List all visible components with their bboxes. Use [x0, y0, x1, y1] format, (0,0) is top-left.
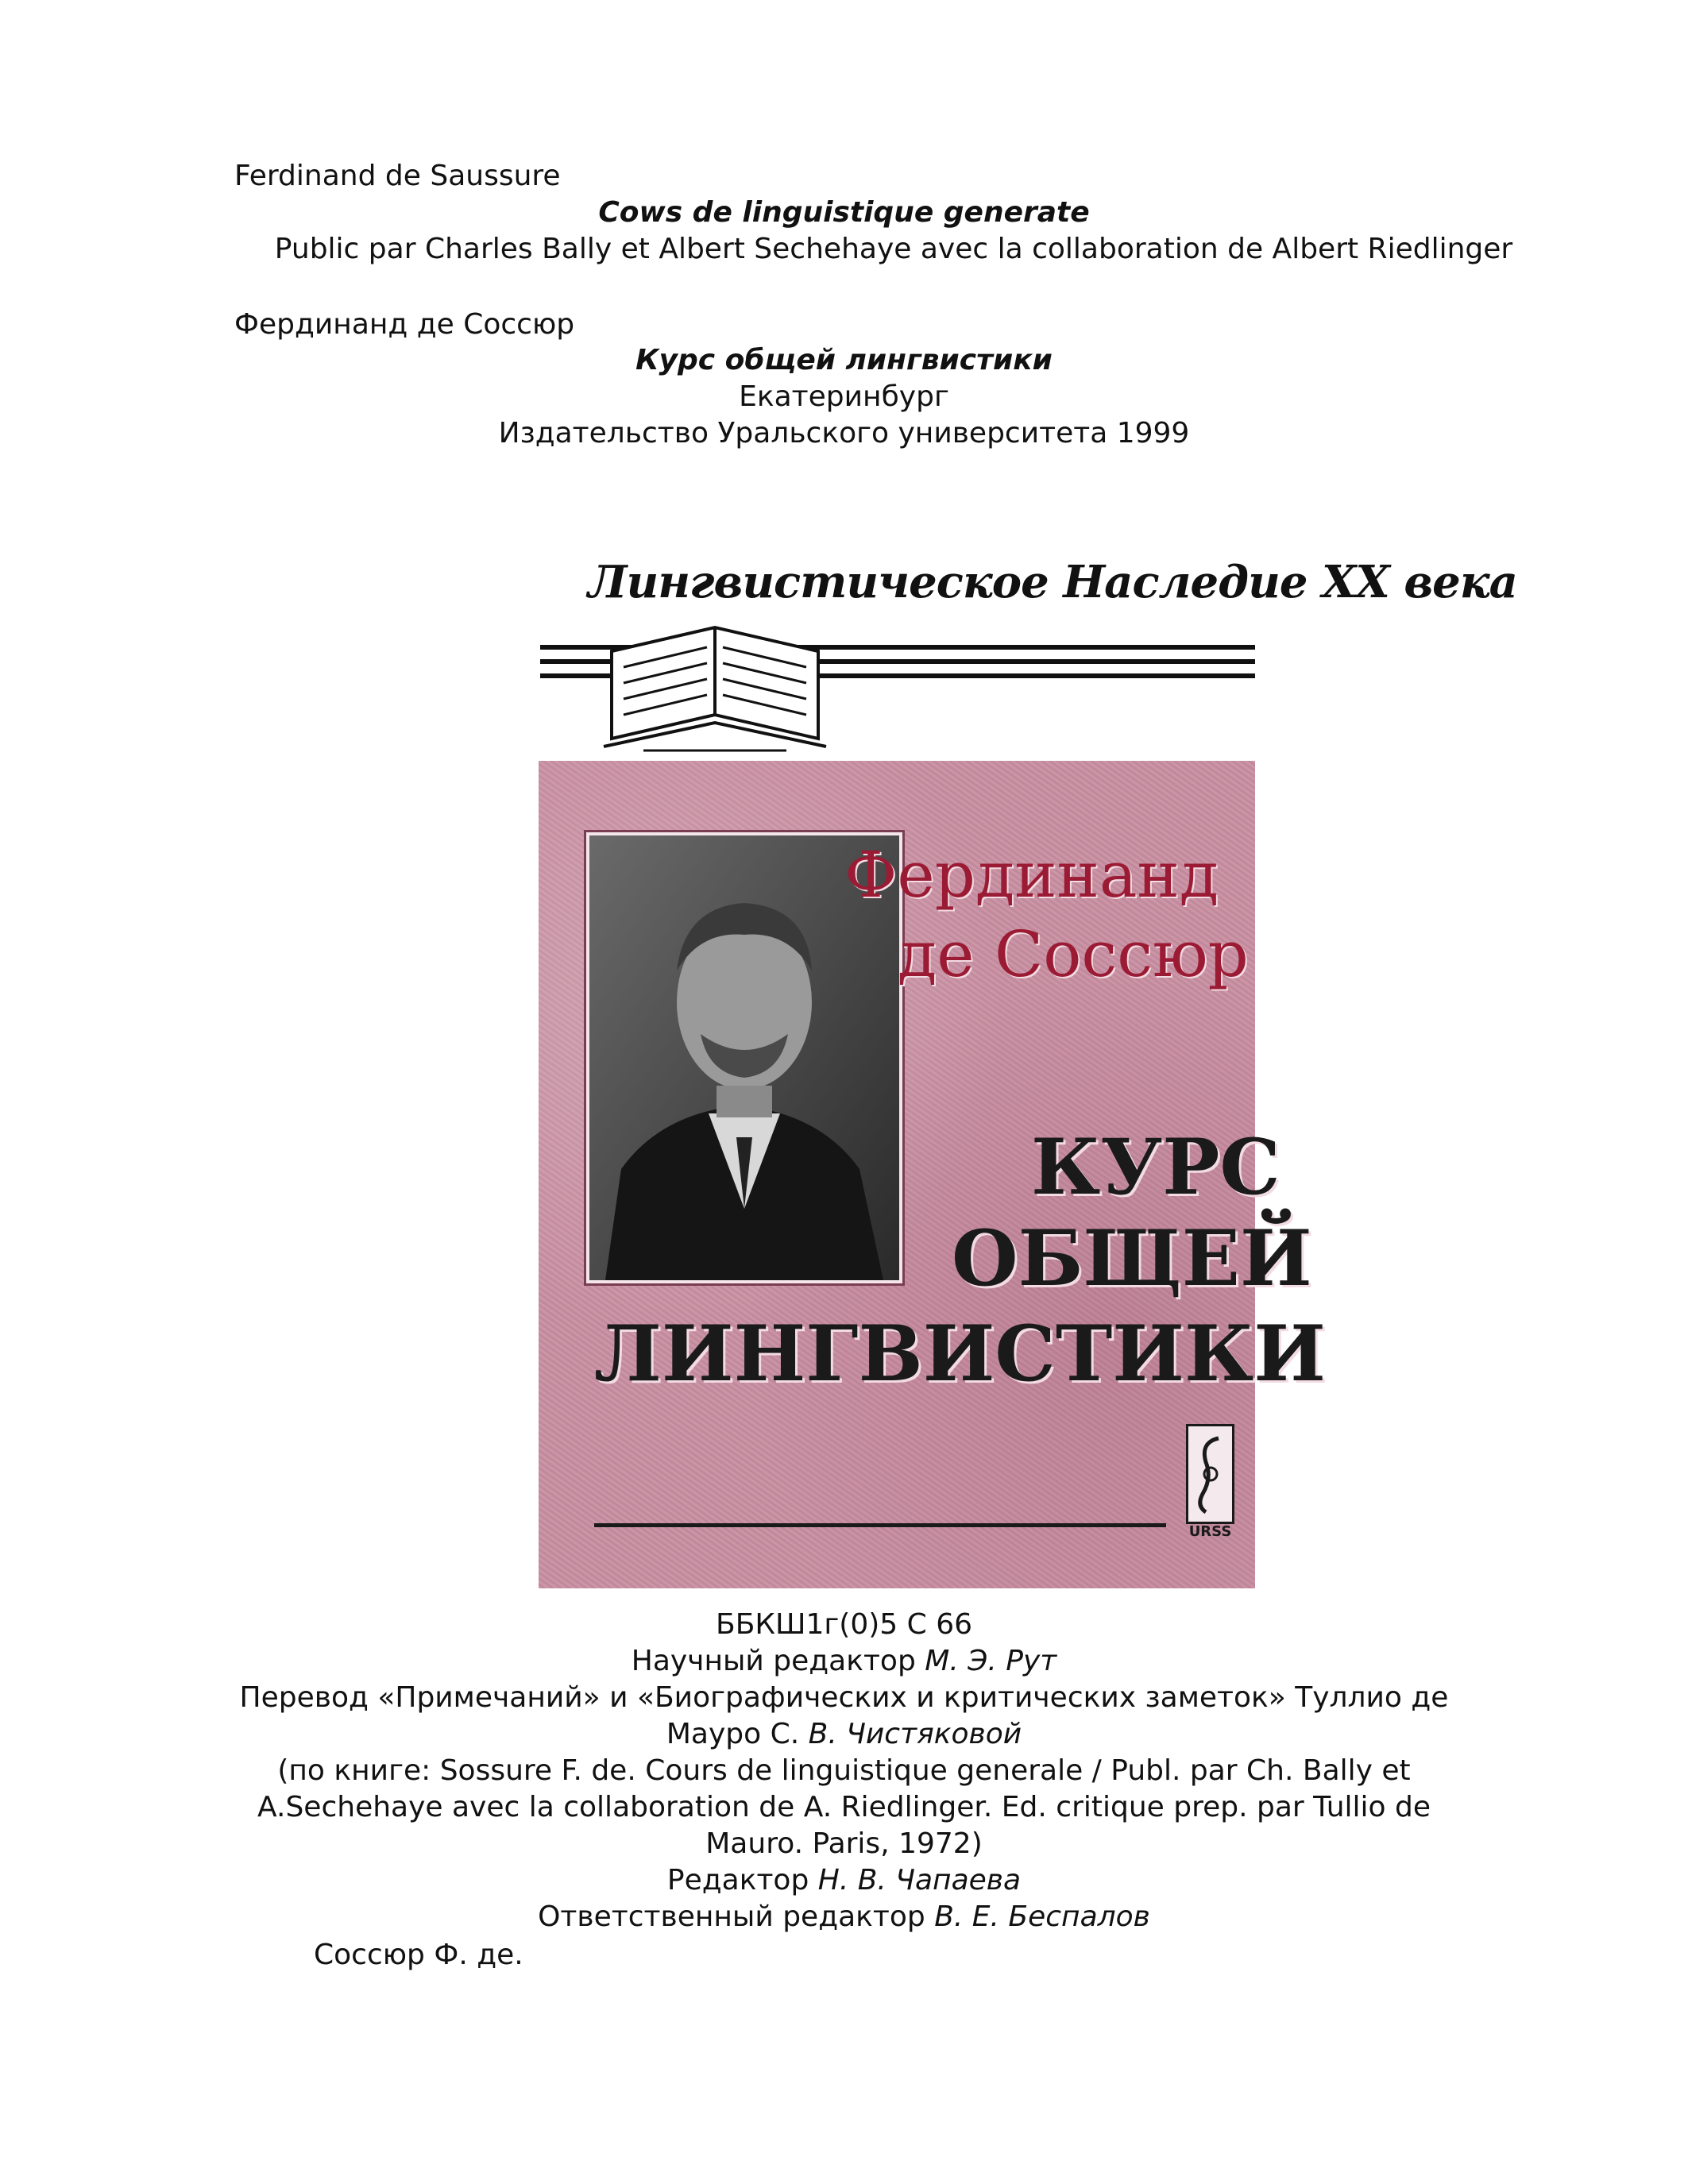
editor — [0, 1862, 1688, 1900]
bbk-code: ББКШ1г(0)5 С 66 — [716, 1608, 972, 1641]
cover-title-line1: КУРС — [1031, 1122, 1280, 1212]
publisher-russian: Издательство Уральского университета 1999 — [498, 417, 1190, 450]
responsible-editor — [0, 1898, 1688, 1936]
cover-title-line3: ЛИНГВИСТИКИ — [594, 1309, 1326, 1399]
title-french: Cows de linguistique generate — [598, 196, 1090, 229]
translation-line-2 — [0, 1715, 1688, 1754]
cover-author-first-name: Фердинанд — [844, 838, 1219, 912]
author-french: Ferdinand de Saussure — [234, 160, 561, 192]
title-russian: Курс общей лингвистики — [635, 344, 1053, 376]
series-title: Лингвистическое Наследие XX века — [588, 556, 1517, 608]
scientific-editor-label: Научный редактор — [631, 1645, 916, 1677]
cover-rule — [594, 1523, 1166, 1527]
responsible-editor-label: Ответственный редактор — [538, 1900, 925, 1933]
source-line-1: (по книге: Sossure F. de. Cours de linguistique generale / Publ. par Ch. Bally et — [277, 1754, 1411, 1787]
footer-author: Соссюр Ф. де. — [314, 1939, 523, 1971]
source-line-3: Mauro. Paris, 1972) — [705, 1827, 983, 1860]
city: Екатеринбург — [739, 380, 949, 413]
author-russian: Фердинанд де Соссюр — [234, 308, 575, 341]
open-book-icon — [596, 619, 834, 762]
editor-name: Н. В. Чапаева — [817, 1864, 1022, 1897]
translation-line-1: Перевод «Примечаний» и «Биографических и критических заметок» Туллио де — [239, 1681, 1449, 1714]
scientific-editor — [0, 1642, 1688, 1680]
book-cover-image — [539, 761, 1326, 1588]
translation-prefix: Мауро С. — [666, 1718, 800, 1750]
translator-name: В. Чистяковой — [808, 1718, 1022, 1750]
series-banner — [540, 556, 1517, 762]
cover-author-last-name: де Соссюр — [898, 917, 1249, 991]
scientific-editor-name: М. Э. Рут — [925, 1645, 1057, 1677]
publisher-french: Public par Charles Bally et Albert Sechehaye avec la collaboration de Albert Riedlinger — [274, 233, 1513, 265]
responsible-editor-name: В. Е. Беспалов — [934, 1900, 1150, 1933]
editor-label: Редактор — [666, 1864, 809, 1897]
publisher-logo-icon — [1186, 1424, 1234, 1524]
cover-title-line2: ОБЩЕЙ — [952, 1214, 1312, 1303]
publisher-logo-text: URSS — [1188, 1523, 1232, 1540]
source-line-2: A.Sechehaye avec la collaboration de A. Riedlinger. Ed. critique prep. par Tullio de — [257, 1791, 1431, 1823]
